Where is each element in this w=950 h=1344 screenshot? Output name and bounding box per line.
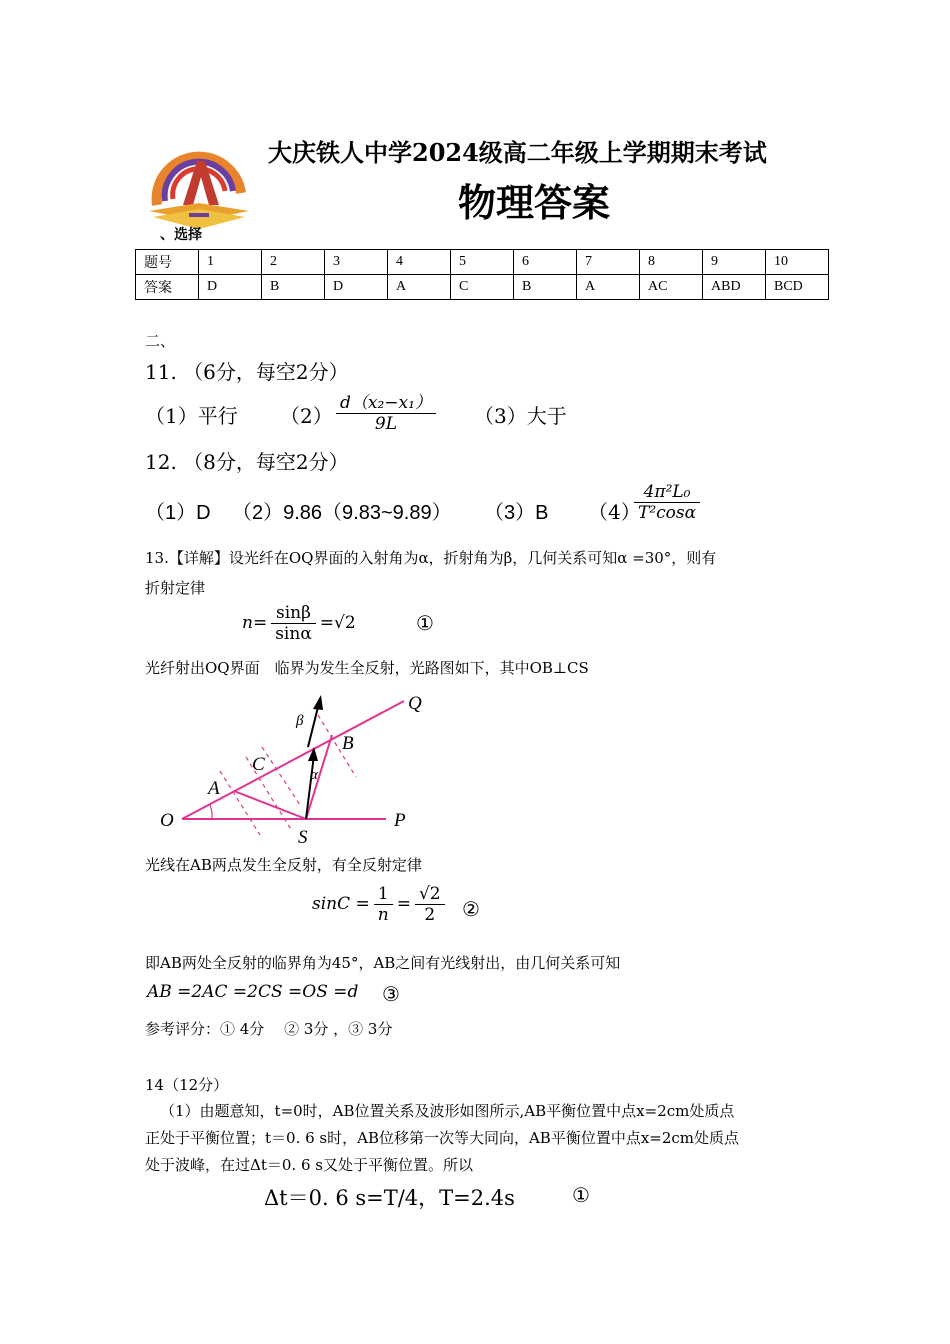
eq1-rhs: =√2 xyxy=(319,613,356,633)
school-logo-icon xyxy=(143,133,255,233)
q13-scoring: 参考评分：① 4分 ② 3分 ，③ 3分 xyxy=(145,1020,393,1038)
answer-table xyxy=(135,249,829,300)
table-cell: 10 xyxy=(766,250,829,275)
q14-heading: 14（12分） xyxy=(145,1076,229,1094)
table-cell: 3 xyxy=(325,250,388,275)
q13-line-3: 光纤射出OQ界面 临界为发生全反射，光路图如下，其中OB⊥CS xyxy=(145,659,589,677)
eq2-lhs: sinC = xyxy=(312,894,370,914)
q13-equation-2 xyxy=(312,884,449,925)
school-title: 大庆铁人中学2024级高二年级上学期期末考试 xyxy=(268,138,767,167)
q13-equation-1 xyxy=(242,603,356,644)
eq2-numerator-2: √2 xyxy=(415,884,445,905)
q13-line-2: 折射定律 xyxy=(145,579,206,597)
row-header: 题号 xyxy=(136,250,199,275)
q13-line-1: 13.【详解】设光纤在OQ界面的入射角为α，折射角为β，几何关系可知α =30°，则有 xyxy=(145,549,717,567)
eq1-numerator: sinβ xyxy=(271,603,316,624)
table-cell: 1 xyxy=(199,250,262,275)
table-cell: C xyxy=(451,275,514,300)
table-row xyxy=(136,275,829,300)
q12-answer-2: （2）9.86（9.83~9.89） xyxy=(232,502,452,524)
q13-line-4: 光线在AB两点发生全反射，有全反射定律 xyxy=(145,856,422,874)
q12-fraction-denominator: T²cosα xyxy=(638,503,697,523)
table-cell: 9 xyxy=(703,250,766,275)
q14-para-2: 正处于平衡位置；t＝0. 6 s时，AB位移第一次等大同向，AB平衡位置中点x=2cm处质点 xyxy=(145,1129,740,1147)
eq2-denominator-1: n xyxy=(377,905,389,925)
table-cell: A xyxy=(577,275,640,300)
line-as xyxy=(234,791,306,819)
q11-fraction-denominator: 9L xyxy=(374,414,398,434)
section-one-fragment: 、选择 xyxy=(160,227,202,243)
q14-para-3: 处于波峰，在过Δt＝0. 6 s又处于平衡位置。所以 xyxy=(145,1156,473,1174)
q12-answer-4-label: （4） xyxy=(588,500,641,524)
q12-heading: 12. （8分，每空2分） xyxy=(145,450,349,474)
table-cell: 7 xyxy=(577,250,640,275)
q14-mark-1: ① xyxy=(572,1183,590,1207)
q11-answer-3: （3）大于 xyxy=(474,404,567,428)
q11-fraction xyxy=(332,388,440,434)
eq2-denominator-2: 2 xyxy=(424,905,436,925)
angle-o-arc xyxy=(210,805,212,819)
q13-line-5: 即AB两处全反射的临界角为45°，AB之间有光线射出，由几何关系可知 xyxy=(145,954,621,972)
label-s: S xyxy=(298,827,308,845)
table-cell: 4 xyxy=(388,250,451,275)
table-cell: 2 xyxy=(262,250,325,275)
table-cell: A xyxy=(388,275,451,300)
section-two-label: 二、 xyxy=(145,332,176,350)
q11-answer-2-label: （2） xyxy=(280,404,333,428)
eq1-lhs: n= xyxy=(242,613,268,633)
table-cell: B xyxy=(262,275,325,300)
label-a: A xyxy=(208,778,220,799)
light-path-diagram xyxy=(150,685,440,845)
table-cell: 5 xyxy=(451,250,514,275)
label-c: C xyxy=(252,754,265,775)
q11-fraction-numerator: d（x₂−x₁） xyxy=(336,388,436,414)
q13-equation-3: AB =2AC =2CS =OS =d xyxy=(147,982,359,1002)
q11-heading: 11. （6分，每空2分） xyxy=(145,360,349,384)
q12-answer-1: （1）D xyxy=(145,502,211,524)
dashed-normal-mid xyxy=(262,747,300,805)
q12-fraction xyxy=(630,482,704,523)
q12-fraction-numerator: 4π²L₀ xyxy=(634,482,700,503)
label-p: P xyxy=(394,810,406,831)
table-cell: 8 xyxy=(640,250,703,275)
label-alpha: α xyxy=(310,767,318,783)
arrow-head-2 xyxy=(313,695,323,710)
eq2-mid: = xyxy=(396,894,411,914)
table-row xyxy=(136,250,829,275)
label-o: O xyxy=(160,810,174,831)
q14-equation: Δt＝0. 6 s=T/4，T=2.4s xyxy=(264,1186,515,1210)
eq1-denominator: sinα xyxy=(275,624,312,644)
mark-1: ① xyxy=(416,611,434,635)
table-cell: ABD xyxy=(703,275,766,300)
label-q: Q xyxy=(408,693,422,714)
mark-3: ③ xyxy=(382,982,400,1006)
label-b: B xyxy=(342,733,354,754)
q14-para-1: （1）由题意知，t=0时，AB位置关系及波形如图所示,AB平衡位置中点x=2cm处质点 xyxy=(160,1102,735,1120)
q12-answer-3: （3）B xyxy=(484,502,549,524)
table-cell: 6 xyxy=(514,250,577,275)
table-cell: BCD xyxy=(766,275,829,300)
line-oq xyxy=(182,701,404,819)
label-beta: β xyxy=(296,713,304,729)
table-cell: D xyxy=(199,275,262,300)
row-header: 答案 xyxy=(136,275,199,300)
q11-answer-1: （1）平行 xyxy=(145,404,238,428)
table-cell: AC xyxy=(640,275,703,300)
mark-2: ② xyxy=(462,897,480,921)
subject-title: 物理答案 xyxy=(458,180,611,225)
table-cell: D xyxy=(325,275,388,300)
table-cell: B xyxy=(514,275,577,300)
eq2-numerator-1: 1 xyxy=(374,884,393,905)
